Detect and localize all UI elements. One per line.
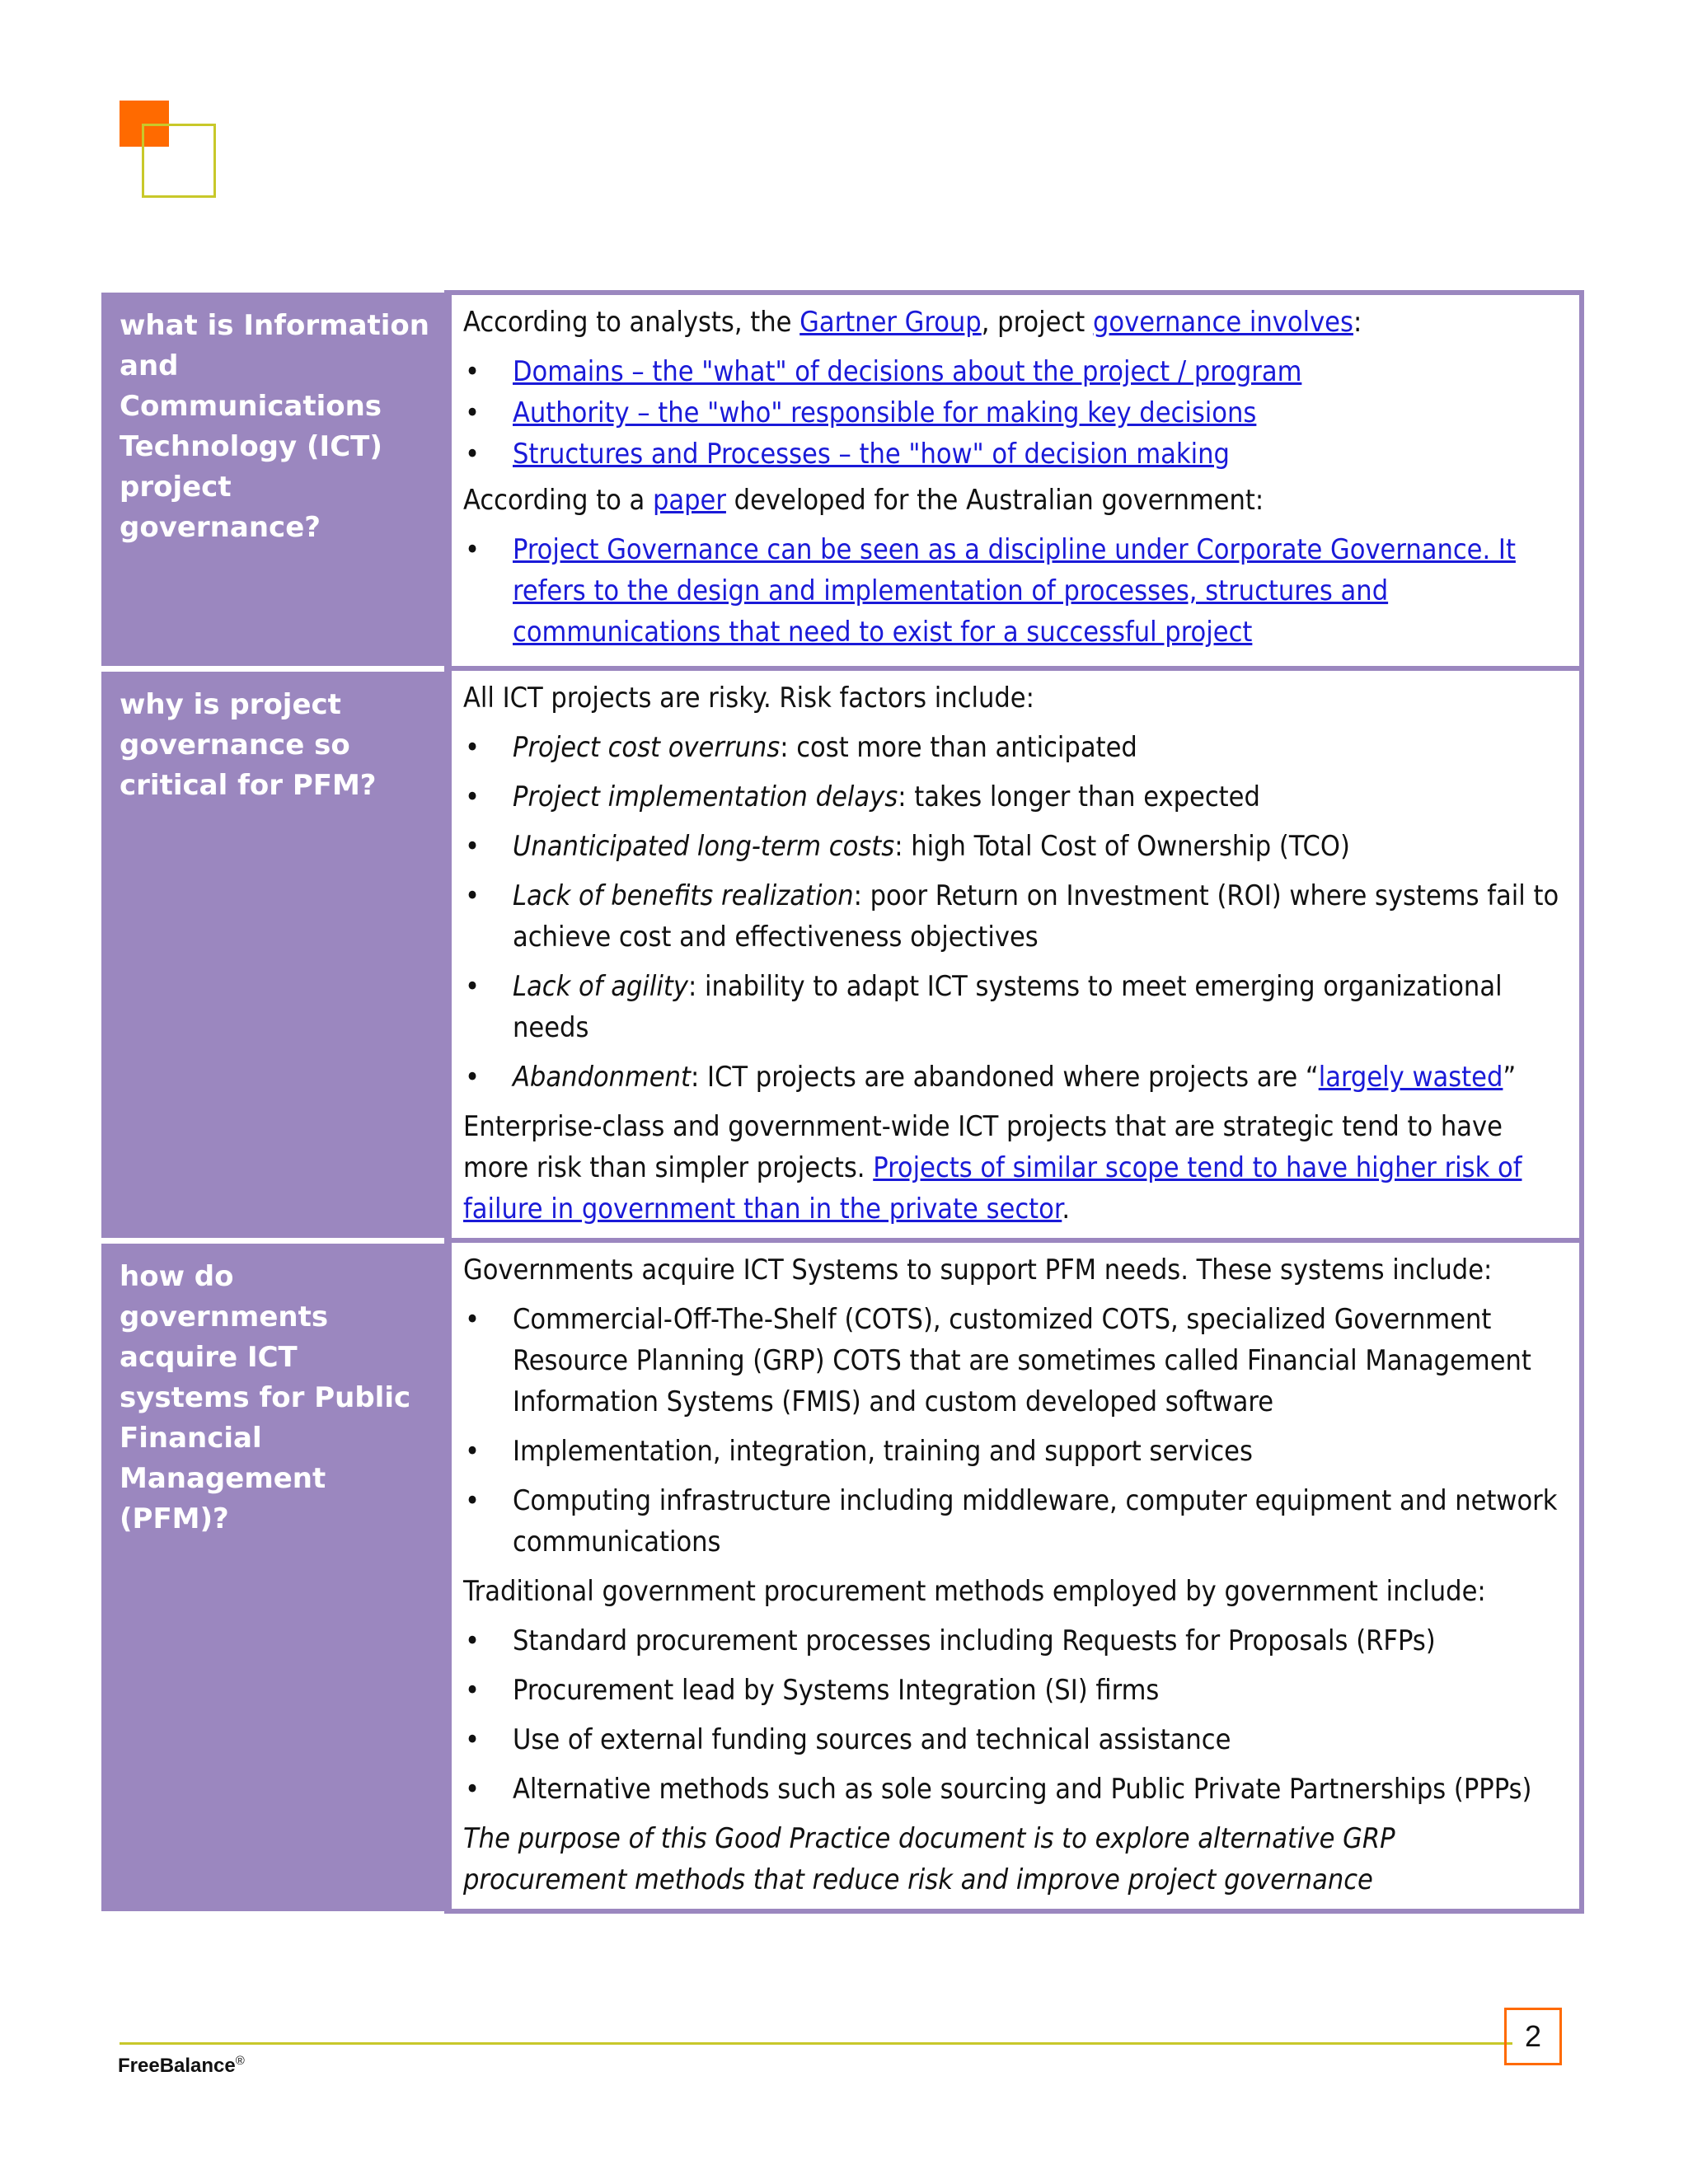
answer-intro: Governments acquire ICT Systems to support PFM needs. These systems include: [463,1254,1493,1286]
answer-intro: All ICT projects are risky. Risk factors include: [463,682,1034,715]
list-item: • Project cost overruns: cost more than anticipated [463,727,1559,768]
list-item: • Project implementation delays: takes longer than expected [463,776,1559,818]
structures-link[interactable]: Structures and Processes – the "how" of decision making [513,438,1230,471]
systems-bullets [463,1299,1559,1563]
question-cell: what is Information and Communications Technology (ICT) project governance? [101,293,448,668]
answer-intro: According to analysts, the Gartner Group, project governance involves: [463,306,1362,339]
authority-link[interactable]: Authority – the "who" responsible for making key decisions [513,396,1257,429]
page-number: 2 [1504,2008,1562,2065]
footer-brand: FreeBalance® [118,2054,245,2077]
list-item: • Standard procurement processes including Requests for Proposals (RFPs) [463,1620,1559,1661]
answer-closing: Enterprise-class and government-wide ICT projects that are strategic tend to have more risk than simpler projects. Projects of similar scope tend to have higher risk of failure in government than in the private sector. [463,1110,1522,1226]
list-item: • Procurement lead by Systems Integration (SI) firms [463,1670,1559,1711]
table-row [101,293,1582,668]
answer-closing: The purpose of this Good Practice document is to explore alternative GRP procurement methods that reduce risk and improve project governance [463,1822,1395,1896]
list-item [463,392,1559,434]
answer-cell [448,293,1582,668]
list-item: • Commercial-Off-The-Shelf (COTS), customized COTS, specialized Government Resource Planning (GRP) COTS that are sometimes called Financial Management Information Systems (FMIS) and custom developed software [463,1299,1559,1422]
list-item: • Unanticipated long-term costs: high Total Cost of Ownership (TCO) [463,826,1559,867]
footer-divider [120,2042,1512,2045]
list-item: • Alternative methods such as sole sourcing and Public Private Partnerships (PPPs) [463,1769,1559,1810]
governance-bullets [463,351,1559,475]
list-item [463,434,1559,475]
logo-outline-square [142,124,216,198]
list-item: • Lack of benefits realization: poor Return on Investment (ROI) where systems fail to achieve cost and effectiveness objectives [463,875,1559,958]
answer-cell [448,668,1582,1240]
largely-wasted-link[interactable]: largely wasted [1318,1061,1503,1094]
question-cell: how do governments acquire ICT systems for Public Financial Management (PFM)? [101,1240,448,1911]
list-item: • Use of external funding sources and technical assistance [463,1719,1559,1760]
answer-cell [448,1240,1582,1911]
higher-risk-link[interactable]: Projects of similar scope tend to have higher risk of failure in government than in the private sector [463,1151,1522,1226]
list-item: • Lack of agility: inability to adapt ICT systems to meet emerging organizational needs [463,966,1559,1048]
project-governance-link[interactable]: Project Governance can be seen as a discipline under Corporate Governance. It refers to the design and implementation of processes, structures and communications that need to exist for a successful project [513,533,1516,649]
list-item [463,351,1559,392]
procurement-bullets [463,1620,1559,1810]
risk-factor-bullets [463,727,1559,1098]
list-item: • Implementation, integration, training and support services [463,1431,1559,1472]
gartner-group-link[interactable]: Gartner Group [799,306,982,339]
governance-qa-table [101,290,1584,1914]
list-item [463,529,1559,653]
paper-link[interactable]: paper [652,484,726,517]
answer-paragraph: Traditional government procurement methods employed by government include: [463,1575,1486,1608]
question-cell: why is project governance so critical for PFM? [101,668,448,1240]
list-item: • Abandonment: ICT projects are abandoned where projects are “largely wasted” [463,1057,1559,1098]
governance-involves-link[interactable]: governance involves [1092,306,1353,339]
registered-mark: ® [235,2054,245,2068]
table-row [101,1240,1582,1911]
table-row [101,668,1582,1240]
project-governance-bullets [463,529,1559,653]
answer-paragraph: According to a paper developed for the Australian government: [463,484,1264,517]
list-item: • Computing infrastructure including middleware, computer equipment and network communications [463,1480,1559,1563]
domains-link[interactable]: Domains – the "what" of decisions about the project / program [513,355,1302,388]
